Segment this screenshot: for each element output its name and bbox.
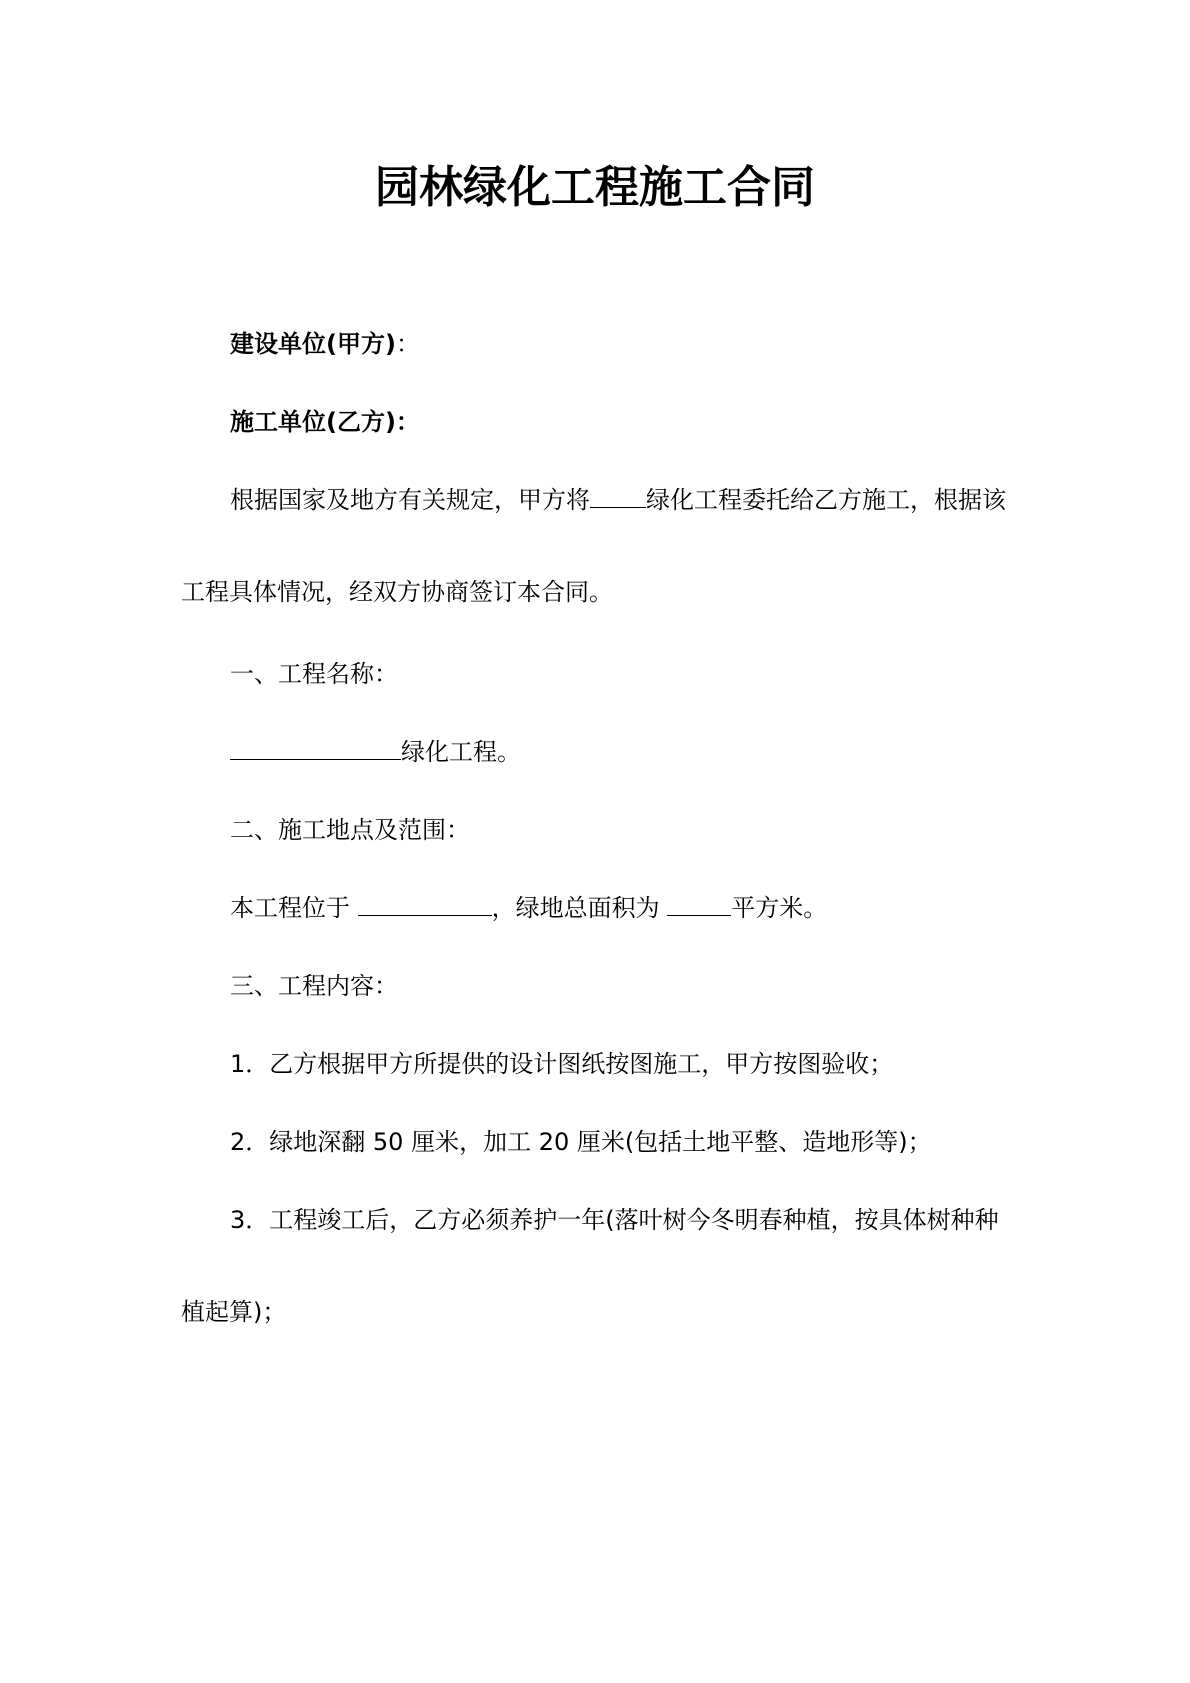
- item-3-line-2: 植起算)；: [181, 1298, 287, 1326]
- document-title: 园林绿化工程施工合同: [375, 162, 815, 213]
- project-title-blank: [230, 735, 401, 760]
- section1-content: [230, 735, 521, 769]
- area-blank: [667, 891, 731, 916]
- section2-text-2: ，绿地总面积为: [491, 894, 660, 922]
- section2-heading: 二、施工地点及范围：: [230, 816, 470, 844]
- party-b-line: 施工单位(乙方)：: [230, 408, 420, 436]
- location-blank: [358, 891, 492, 916]
- section1-suffix: 绿化工程。: [401, 738, 521, 766]
- intro-line-1: [230, 483, 1006, 517]
- party-a-colon: ：: [395, 330, 420, 358]
- party-a-label: 建设单位(甲方): [230, 330, 396, 358]
- party-a-line: [230, 327, 420, 361]
- intro-text-2: 绿化工程委托给乙方施工，根据该: [646, 486, 1006, 514]
- item-2: 2．绿地深翻 50 厘米，加工 20 厘米(包括土地平整、造地形等)；: [230, 1128, 932, 1156]
- item-3-line-1: 3．工程竣工后，乙方必须养护一年(落叶树今冬明春种植，按具体树种种: [230, 1206, 999, 1234]
- item-1: 1．乙方根据甲方所提供的设计图纸按图施工，甲方按图验收；: [230, 1050, 894, 1078]
- section2-content: [230, 891, 827, 925]
- intro-text-1: 根据国家及地方有关规定，甲方将: [230, 486, 590, 514]
- section1-heading: 一、工程名称：: [230, 660, 398, 688]
- section3-heading: 三、工程内容：: [230, 972, 398, 1000]
- section2-text-1: 本工程位于: [230, 894, 350, 922]
- project-name-blank: [590, 483, 646, 508]
- section2-text-3: 平方米。: [731, 894, 828, 922]
- intro-line-2: 工程具体情况，经双方协商签订本合同。: [181, 578, 613, 606]
